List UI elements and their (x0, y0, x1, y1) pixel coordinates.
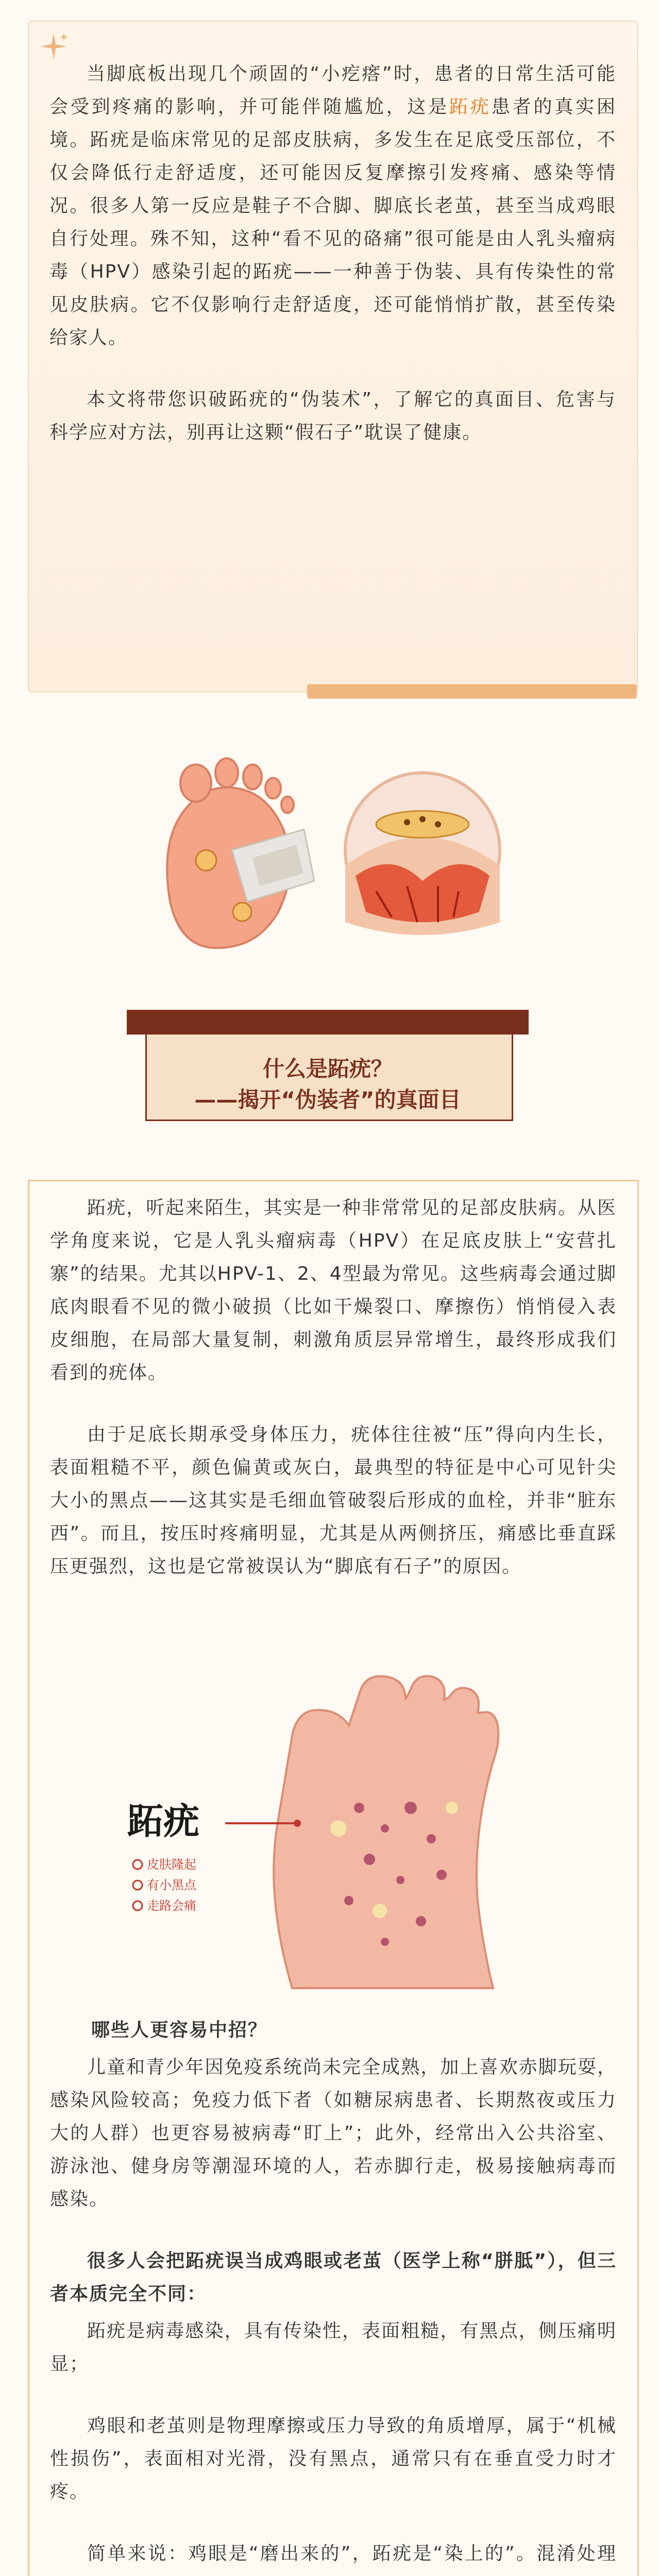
intro-paragraph-2: 本文将带您识破跖疣的“伪装术”，了解它的真面目、危害与科学应对方法，别再让这颗“假石子”耽误了健康。 (49, 389, 616, 443)
wart-figure-title: 跖疣 (127, 1800, 199, 1842)
sparkle-icon (38, 31, 69, 62)
intro-card (28, 21, 638, 692)
body-paragraph-3: 儿童和青少年因免疫系统尚未完全成熟，加上喜欢赤脚玩耍，感染风险较高；免疫力低下者（如糖尿病患者、长期熬夜或压力大的人群）也更容易被病毒“盯上”；此外，经常出入公共浴室、游泳池、健身房等潮湿环境的人，若赤脚行走，极易接触病毒而感染。 (50, 2057, 617, 2210)
body-card (28, 1180, 639, 2576)
wart-foot-figure (50, 1612, 617, 1993)
body-paragraph-5: 跖疣是病毒感染，具有传染性，表面粗糙，有黑点，侧压痛明显； (50, 2320, 617, 2375)
legend-item-2: 有小黑点 (147, 1878, 196, 1892)
section-subtitle: ——揭开“伪装者”的真面目 (194, 1087, 461, 1112)
body-paragraph-2: 由于足底长期承受身体压力，疣体往往被“压”得向内生长，表面粗糙不平，颜色偏黄或灰白，最典型的特征是中心可见针尖大小的黑点——这其实是毛细血管破裂后形成的血栓，并非“脏东西”。而且，按压时疼痛明显，尤其是从两侧挤压，痛感比垂直踩压更强烈，这也是它常被误认为“脚底有石子”的原因。 (50, 1424, 617, 1577)
body-paragraph-4: 很多人会把跖疣误当成鸡眼或老茧（医学上称“胼胝”），但三者本质完全不同： (50, 2250, 617, 2304)
body-paragraph-6: 鸡眼和老茧则是物理摩擦或压力导致的角质增厚，属于“机械性损伤”，表面相对光滑，没有黑点，通常只有在垂直受力时才疼。 (50, 2415, 617, 2502)
section-title: 什么是跖疣？ (262, 1056, 393, 1081)
decorative-bar (307, 684, 637, 699)
legend-item-3: 走路会痛 (147, 1899, 196, 1913)
legend-item-1: 皮肤隆起 (147, 1857, 196, 1872)
who-at-risk-heading: 哪些人更容易中招？ (91, 2020, 268, 2041)
body-paragraph-1: 跖疣，听起来陌生，其实是一种非常常见的足部皮肤病。从医学角度来说，它是人乳头瘤病毒（HPV）在足底皮肤上“安营扎寨”的结果。尤其以HPV-1、2、4型最为常见。这些病毒会通过脚底肉眼看不见的微小破损（比如干燥裂口、摩擦伤）悄悄侵入表皮细胞，在局部大量复制，刺激角质层异常增生，最终形成我们看到的疣体。 (50, 1197, 617, 1383)
legend-marker (133, 1860, 142, 1869)
section-title-card (127, 1010, 529, 1123)
wart-foot-svg (50, 1612, 617, 1993)
wart-legend (133, 1857, 197, 1913)
legend-marker (133, 1880, 142, 1890)
intro-paragraph-1: 当脚底板出现几个顽固的“小疙瘩”时，患者的日常生活可能会受到疼痛的影响，并可能伴随尴尬，这是跖疣患者的真实困境。跖疣是临床常见的足部皮肤病，多发生在足底受压部位，不仅会降低行走舒适度，还可能因反复摩擦引发疼痛、感染等情况。很多人第一反应是鞋子不合脚、脚底长老茧，甚至当成鸡眼自行处理。殊不知，这种“看不见的硌痛”很可能是由人乳头瘤病毒（HPV）感染引起的跖疣——一种善于伪装、具有传染性的常见皮肤病。它不仅影响行走舒适度，还可能悄悄扩散，甚至传染给家人。 (49, 63, 616, 348)
foot-bandage-illustration (149, 747, 520, 963)
body-paragraph-7: 简单来说：鸡眼是“磨出来的”，跖疣是“染上的”。混淆处理 (87, 2543, 617, 2564)
wart-link[interactable]: 跖疣 (449, 96, 492, 117)
legend-marker (133, 1901, 142, 1910)
title-header-bar (127, 1010, 529, 1035)
